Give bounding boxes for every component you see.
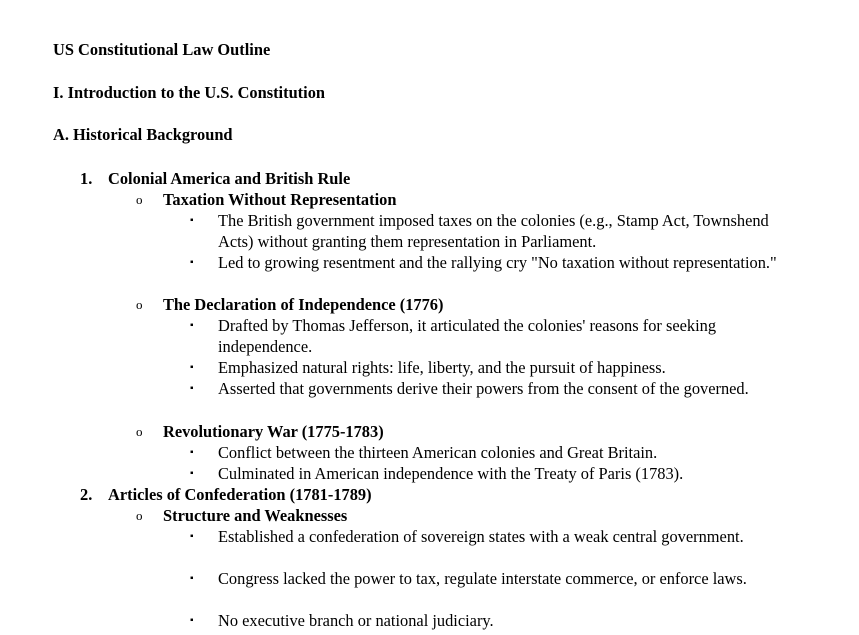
- bullet-text: The British government imposed taxes on the colonies (e.g., Stamp Act, Townshend Acts) without granting them representation in Parliament.: [218, 211, 769, 251]
- item-number: 2.: [80, 485, 93, 504]
- bullet-text: Conflict between the thirteen American colonies and Great Britain.: [218, 443, 658, 462]
- bullet-point: [190, 210, 790, 252]
- bullet-point: [190, 442, 790, 463]
- document-title: US Constitutional Law Outline: [53, 40, 271, 59]
- bullet-point: [190, 463, 790, 484]
- bullet-text: No executive branch or national judiciary.: [218, 611, 494, 630]
- outline-item-articles-of-confederation: [80, 484, 372, 505]
- subitem-label: The Declaration of Independence (1776): [163, 295, 444, 314]
- square-bullet-icon: ▪: [190, 447, 194, 458]
- circle-bullet-icon: o: [136, 424, 143, 439]
- bullet-text: Asserted that governments derive their powers from the consent of the governed.: [218, 379, 749, 398]
- subitem-structure-weaknesses: [136, 505, 347, 527]
- section-heading: I. Introduction to the U.S. Constitution: [53, 83, 326, 102]
- outline-item-colonial-america: [80, 168, 350, 189]
- bullet-text: Led to growing resentment and the rallying cry "No taxation without representation.": [218, 253, 777, 272]
- square-bullet-icon: ▪: [190, 383, 194, 394]
- subsection-heading: A. Historical Background: [53, 125, 233, 144]
- square-bullet-icon: ▪: [190, 573, 194, 584]
- circle-bullet-icon: o: [136, 297, 143, 312]
- bullet-point: [190, 315, 790, 357]
- bullet-point: [190, 610, 790, 631]
- subitem-declaration: [136, 294, 443, 316]
- subitem-label: Taxation Without Representation: [163, 190, 397, 209]
- bullet-text: Congress lacked the power to tax, regulate interstate commerce, or enforce laws.: [218, 569, 747, 588]
- bullet-text: Emphasized natural rights: life, liberty, and the pursuit of happiness.: [218, 358, 666, 377]
- item-label: Colonial America and British Rule: [108, 169, 351, 188]
- item-label: Articles of Confederation (1781-1789): [108, 485, 372, 504]
- square-bullet-icon: ▪: [190, 615, 194, 626]
- subitem-label: Revolutionary War (1775-1783): [163, 422, 384, 441]
- bullet-point: [190, 252, 790, 273]
- bullet-point: [190, 568, 790, 589]
- bullet-point: [190, 357, 790, 378]
- circle-bullet-icon: o: [136, 508, 143, 523]
- bullet-text: Culminated in American independence with the Treaty of Paris (1783).: [218, 464, 684, 483]
- square-bullet-icon: ▪: [190, 362, 194, 373]
- square-bullet-icon: ▪: [190, 257, 194, 268]
- bullet-text: Drafted by Thomas Jefferson, it articulated the colonies' reasons for seeking independence.: [218, 316, 717, 356]
- subitem-taxation: [136, 189, 396, 211]
- subitem-revolutionary-war: [136, 421, 384, 443]
- square-bullet-icon: ▪: [190, 531, 194, 542]
- item-number: 1.: [80, 169, 93, 188]
- subitem-label: Structure and Weaknesses: [163, 506, 348, 525]
- bullet-text: Established a confederation of sovereign states with a weak central government.: [218, 527, 744, 546]
- bullet-point: [190, 526, 790, 547]
- square-bullet-icon: ▪: [190, 215, 194, 226]
- circle-bullet-icon: o: [136, 192, 143, 207]
- bullet-point: [190, 378, 790, 399]
- square-bullet-icon: ▪: [190, 468, 194, 479]
- square-bullet-icon: ▪: [190, 320, 194, 331]
